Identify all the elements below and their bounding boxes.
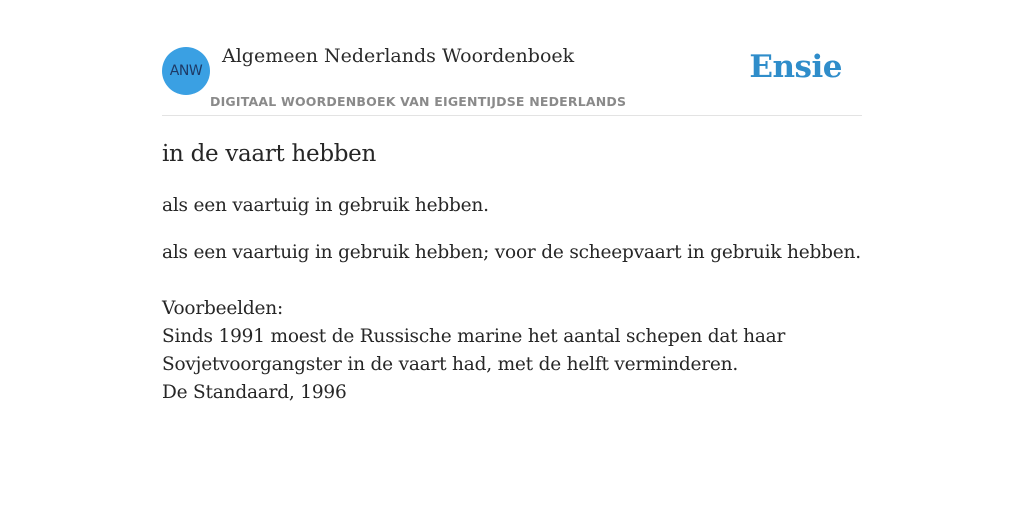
- examples-block: [162, 295, 862, 407]
- example-line-2: Sovjetvoorgangster in de vaart had, met de helft verminderen.: [162, 354, 738, 375]
- logo-text: ANW: [169, 63, 203, 79]
- site-subtitle: DIGITAAL WOORDENBOEK VAN EIGENTIJDSE NEDERLANDS: [210, 94, 627, 109]
- definition-2: als een vaartuig in gebruik hebben; voor de scheepvaart in gebruik hebben.: [162, 242, 861, 263]
- ensie-logo[interactable]: Ensie: [749, 49, 842, 85]
- entry-term: in de vaart hebben: [162, 141, 376, 167]
- site-title[interactable]: Algemeen Nederlands Woordenboek: [222, 45, 575, 67]
- anw-logo[interactable]: [162, 47, 210, 95]
- definition-1: als een vaartuig in gebruik hebben.: [162, 195, 489, 216]
- example-line-1: Sinds 1991 moest de Russische marine het aantal schepen dat haar: [162, 326, 786, 347]
- entry-content: [162, 136, 862, 407]
- examples-label: Voorbeelden:: [162, 298, 283, 319]
- example-source: De Standaard, 1996: [162, 382, 347, 403]
- header: [162, 0, 862, 116]
